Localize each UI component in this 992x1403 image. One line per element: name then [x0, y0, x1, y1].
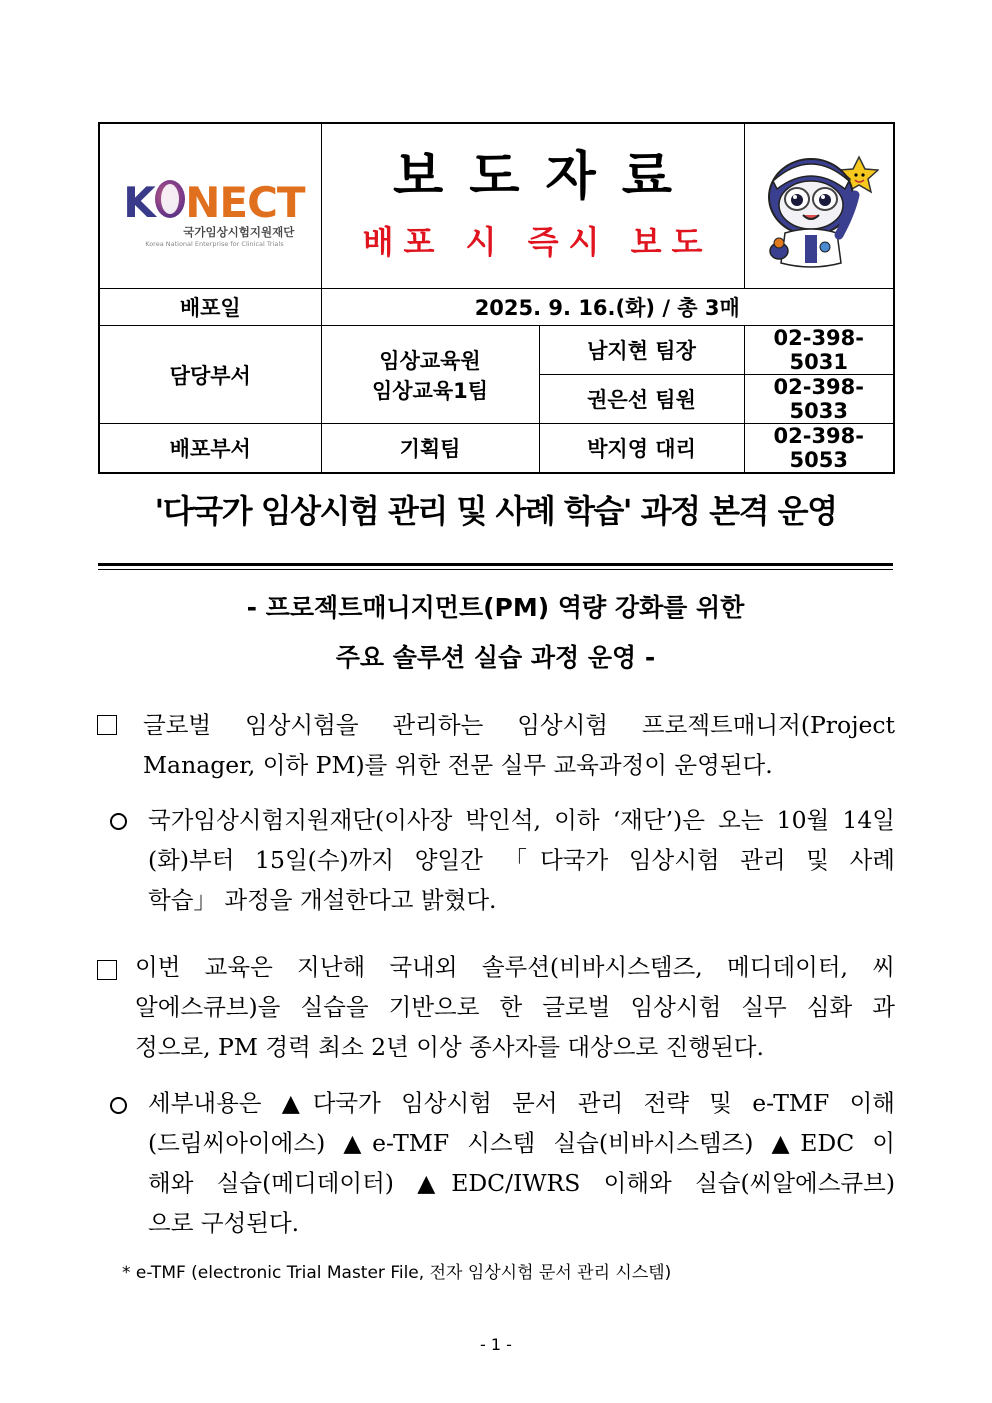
dept-name-line1: 임상교육원	[379, 348, 481, 373]
square-bullet-icon	[97, 715, 117, 735]
dist-contact-phone: 02-398-5053	[744, 424, 894, 474]
paragraph-1a	[148, 800, 895, 920]
dept-name-line2: 임상교육1팀	[371, 378, 489, 403]
paragraph-1-line2: Manager, 이하 PM)를 위한 전문 실무 교육과정이 운영된다.	[143, 751, 773, 779]
contact-name-2: 권은선 팀원	[539, 375, 744, 424]
paragraph-1a-line3: 학습」 과정을 개설한다고 밝혔다.	[148, 886, 497, 914]
konect-logo: K NECT 국가임상시험지원재단 Korea National Enterprise for Clinical Trials	[123, 178, 305, 248]
paragraph-2a-line4: 으로 구성된다.	[148, 1209, 300, 1237]
square-bullet-icon	[97, 960, 117, 980]
headline-rule-thin	[98, 569, 893, 570]
circle-bullet-icon	[110, 1097, 127, 1114]
page-number: - 1 -	[480, 1335, 512, 1354]
paragraph-1a-line2: (화)부터 15일(수)까지 양일간 「다국가 임상시험 관리 및 사례	[148, 846, 895, 874]
dept-name	[321, 326, 539, 424]
mascot-icon	[759, 139, 879, 274]
circle-bullet-icon	[110, 813, 127, 830]
contact-name-1: 남지현 팀장	[539, 326, 744, 375]
subheadline-line1: - 프로젝트매니지먼트(PM) 역량 강화를 위한	[246, 593, 745, 622]
footnote: * e-TMF (electronic Trial Master File, 전자 임상시험 문서 관리 시스템)	[122, 1263, 672, 1283]
paragraph-2-line2: 알에스큐브)을 실습을 기반으로 한 글로벌 임상시험 실무 심화 과	[135, 993, 895, 1021]
contact-phone-2: 02-398-5033	[744, 375, 894, 424]
subheadline-line2: 주요 솔루션 실습 과정 운영 -	[335, 643, 656, 672]
paragraph-2	[135, 947, 895, 1067]
dept-label: 담당부서	[99, 326, 321, 424]
dist-dept: 기획팀	[321, 424, 539, 474]
dist-label: 배포부서	[99, 424, 321, 474]
logo-org-name: 국가임상시험지원재단	[183, 225, 295, 239]
paragraph-2-line1: 이번 교육은 지난해 국내외 솔루션(비바시스템즈, 메디데이터, 씨	[135, 953, 895, 981]
logo-globe-icon	[155, 180, 185, 218]
headline: '다국가 임상시험 관리 및 사례 학습' 과정 본격 운영	[154, 492, 837, 530]
paragraph-2a-line3: 해와 실습(메디데이터) ▲EDC/IWRS 이해와 실습(씨알에스큐브)	[148, 1169, 895, 1197]
page-title: 보도자료	[393, 147, 698, 208]
logo-cell	[99, 123, 321, 289]
date-value: 2025. 9. 16.(화) / 총 3매	[321, 289, 894, 326]
contact-phone-1: 02-398-5031	[744, 326, 894, 375]
mascot-cell	[744, 123, 894, 289]
logo-org-name-en: Korea National Enterprise for Clinical Trials	[145, 240, 284, 248]
paragraph-1-line1: 글로벌 임상시험을 관리하는 임상시험 프로젝트매니저(Project	[143, 711, 895, 739]
date-label: 배포일	[99, 289, 321, 326]
paragraph-2a-line1: 세부내용은 ▲다국가 임상시험 문서 관리 전략 및 e-TMF 이해	[148, 1089, 895, 1117]
release-note: 배포 시 즉시 보도	[362, 222, 713, 261]
paragraph-2a-line2: (드림씨아이에스) ▲e-TMF 시스템 실습(비바시스템즈) ▲EDC 이	[148, 1129, 895, 1157]
paragraph-2a	[148, 1083, 895, 1243]
title-cell	[321, 123, 744, 289]
paragraph-1	[143, 705, 895, 785]
headline-rule-thick	[98, 563, 893, 566]
paragraph-2-line3: 정으로, PM 경력 최소 2년 이상 종사자를 대상으로 진행된다.	[135, 1033, 764, 1061]
press-release-header-table	[98, 122, 895, 474]
paragraph-1a-line1: 국가임상시험지원재단(이사장 박인석, 이하 ‘재단’)은 오는 10월 14일	[148, 806, 895, 834]
dist-contact-name: 박지영 대리	[539, 424, 744, 474]
